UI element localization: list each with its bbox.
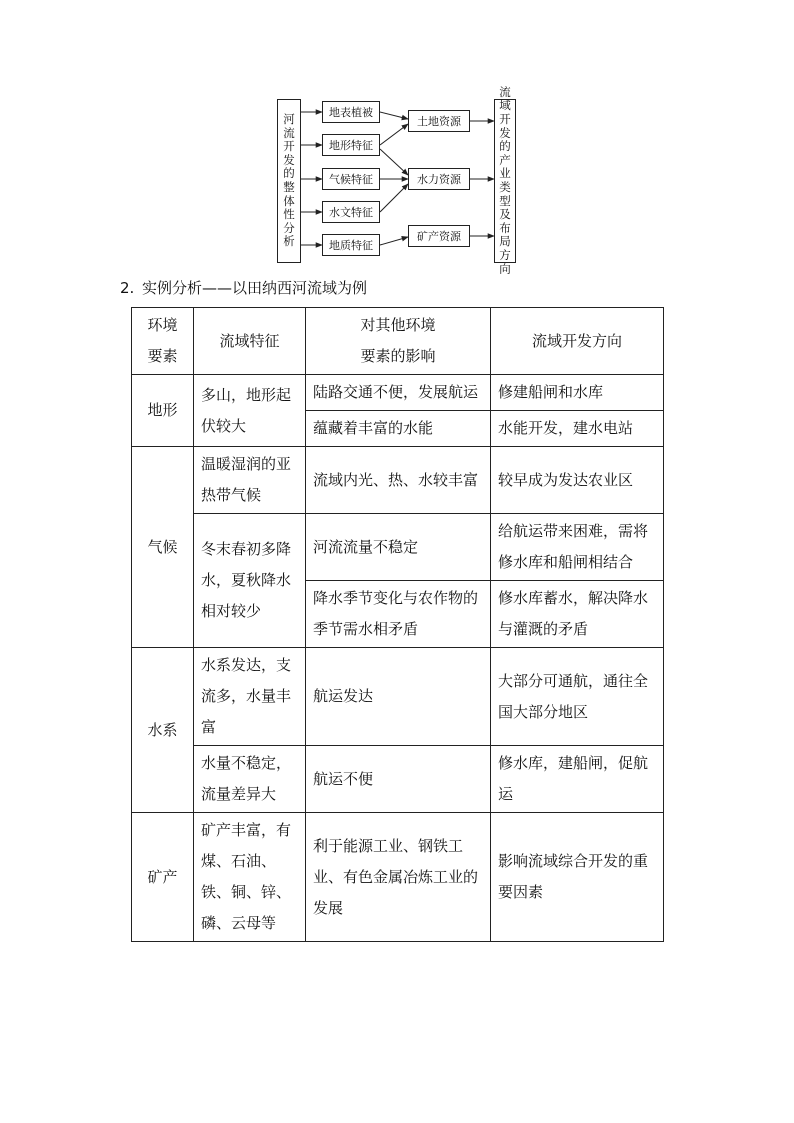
- vertical-title-char: 发: [499, 125, 511, 140]
- table-row: [132, 746, 664, 813]
- table-row: [132, 447, 664, 514]
- left-title-box: [277, 99, 301, 263]
- table-row: [132, 514, 664, 581]
- climate-direction-3: 修水库蓄水，解决降水与灌溉的矛盾: [491, 581, 664, 648]
- climate-influence-1: 流域内光、热、水较丰富: [306, 447, 491, 514]
- right-title-text: [499, 86, 511, 276]
- mineral-feature: 矿产丰富，有煤、石油、铁、铜、锌、磷、云母等: [194, 813, 306, 942]
- header-factor: [132, 308, 194, 375]
- header-factor-line2: 要素: [147, 347, 178, 365]
- left-title-text: [283, 113, 295, 249]
- diagram-arrows: [0, 0, 794, 270]
- vertical-title-char: 域: [499, 98, 511, 113]
- vertical-title-char: 型: [499, 193, 511, 208]
- vertical-title-char: 布: [499, 220, 511, 235]
- water-influence-1: 航运发达: [306, 648, 491, 746]
- factor-box-climate: 气候特征: [322, 168, 380, 190]
- header-feature: 流域特征: [194, 308, 306, 375]
- terrain-feature: 多山，地形起伏较大: [194, 375, 306, 447]
- mineral-label: 矿产: [132, 813, 194, 942]
- right-title-box: [494, 84, 516, 276]
- vertical-title-char: 析: [283, 234, 295, 249]
- header-influence-line2: 要素的影响: [360, 347, 436, 365]
- section-number: 2.: [120, 279, 135, 297]
- climate-direction-2: 给航运带来困难，需将修水库和船闸相结合: [491, 514, 664, 581]
- factor-box-hydrology: 水文特征: [322, 201, 380, 223]
- table-row: [132, 648, 664, 746]
- terrain-direction-2: 水能开发，建水电站: [491, 411, 664, 447]
- water-feature-1: 水系发达，支流多，水量丰富: [194, 648, 306, 746]
- factor-box-geology: 地质特征: [322, 234, 380, 256]
- table-row: [132, 813, 664, 942]
- climate-label: 气候: [132, 447, 194, 648]
- climate-influence-3: 降水季节变化与农作物的季节需水相矛盾: [306, 581, 491, 648]
- vertical-title-char: 类: [499, 180, 511, 194]
- vertical-title-char: 产: [499, 152, 511, 167]
- analysis-table: [131, 307, 664, 942]
- arrow-terrain-to-land: [380, 124, 408, 145]
- factor-box-terrain: 地形特征: [322, 134, 380, 156]
- water-direction-1: 大部分可通航，通往全国大部分地区: [491, 648, 664, 746]
- arrow-vegetation-to-land: [380, 112, 408, 119]
- vertical-title-char: 开: [499, 112, 511, 127]
- terrain-influence-2: 蕴藏着丰富的水能: [306, 411, 491, 447]
- mineral-influence: 利于能源工业、钢铁工业、有色金属冶炼工业的发展: [306, 813, 491, 942]
- table-row: [132, 375, 664, 411]
- section-title: 实例分析——以田纳西河流域为例: [142, 279, 368, 297]
- terrain-influence-1: 陆路交通不便，发展航运: [306, 375, 491, 411]
- terrain-label: 地形: [132, 375, 194, 447]
- vertical-title-char: 发: [283, 152, 295, 167]
- header-influence: [306, 308, 491, 375]
- section-heading: [120, 277, 367, 298]
- vertical-title-char: 流: [499, 84, 511, 99]
- vertical-title-char: 分: [283, 220, 295, 235]
- header-factor-line1: 环境: [147, 316, 178, 334]
- vertical-title-char: 方: [499, 247, 511, 262]
- resource-box-water: 水力资源: [408, 168, 470, 190]
- arrow-terrain-to-water: [380, 149, 408, 175]
- climate-direction-1: 较早成为发达农业区: [491, 447, 664, 514]
- table-header-row: [132, 308, 664, 375]
- arrow-geology-to-mineral: [380, 237, 408, 245]
- resource-box-land: 土地资源: [408, 110, 470, 132]
- climate-feature-2: 冬末春初多降水，夏秋降水相对较少: [194, 514, 306, 648]
- water-feature-2: 水量不稳定，流量差异大: [194, 746, 306, 813]
- mineral-direction: 影响流域综合开发的重要因素: [491, 813, 664, 942]
- header-influence-line1: 对其他环境: [360, 316, 436, 334]
- vertical-title-char: 流: [283, 125, 295, 140]
- water-label: 水系: [132, 648, 194, 813]
- vertical-title-char: 开: [283, 139, 295, 154]
- terrain-direction-1: 修建船闸和水库: [491, 375, 664, 411]
- vertical-title-char: 向: [499, 261, 511, 276]
- water-direction-2: 修水库，建船闸，促航运: [491, 746, 664, 813]
- water-influence-2: 航运不便: [306, 746, 491, 813]
- resource-box-mineral: 矿产资源: [408, 225, 470, 247]
- arrow-hydrology-to-water: [380, 184, 408, 212]
- vertical-title-char: 整: [283, 180, 295, 194]
- vertical-title-char: 的: [283, 166, 295, 181]
- vertical-title-char: 河: [283, 112, 295, 127]
- vertical-title-char: 体: [283, 193, 295, 208]
- vertical-title-char: 业: [499, 166, 511, 181]
- climate-feature-1: 温暖湿润的亚热带气候: [194, 447, 306, 514]
- vertical-title-char: 局: [499, 234, 511, 249]
- header-direction: 流域开发方向: [491, 308, 664, 375]
- factor-box-vegetation: 地表植被: [322, 101, 380, 123]
- climate-influence-2: 河流流量不稳定: [306, 514, 491, 581]
- vertical-title-char: 的: [499, 139, 511, 154]
- vertical-title-char: 性: [283, 207, 295, 222]
- vertical-title-char: 及: [499, 207, 511, 222]
